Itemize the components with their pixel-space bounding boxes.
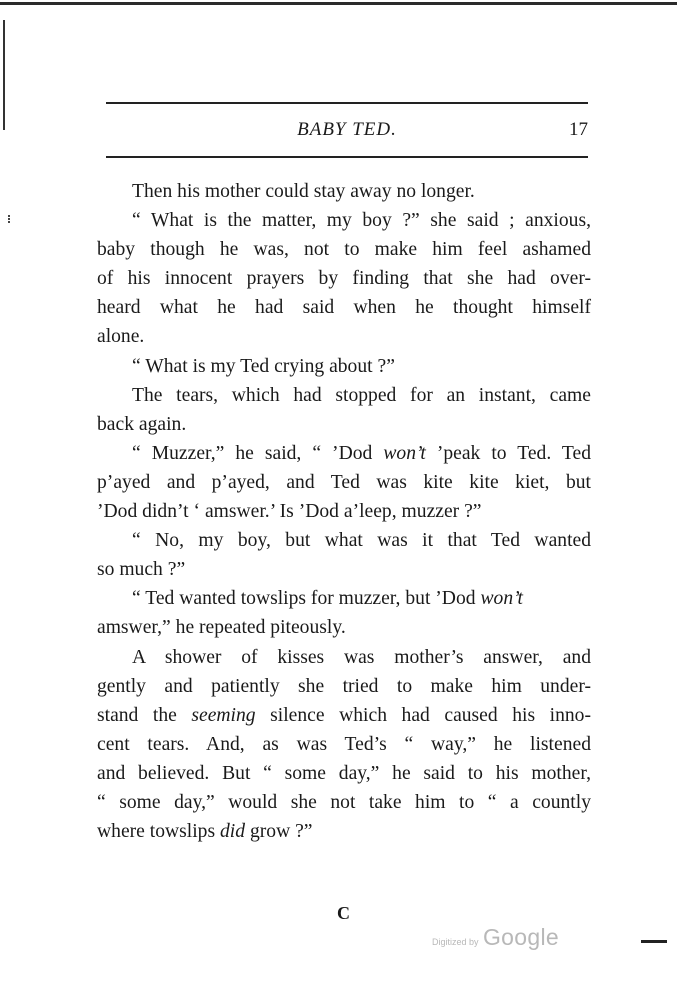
text-line: baby though he was, not to make him feel ashamed <box>97 239 591 261</box>
text-line <box>97 817 591 846</box>
digitized-prefix: Digitized by <box>432 937 479 947</box>
text-run-italic: did <box>220 821 246 843</box>
signature-mark: C <box>337 903 350 923</box>
text-line <box>97 439 591 468</box>
text-line: gently and patiently she tried to make him under- <box>97 675 591 697</box>
text-line: Then his mother could stay away no longer. <box>132 181 475 202</box>
google-logo: Google <box>482 924 559 950</box>
header-rule-bottom <box>106 156 588 158</box>
page-number: 17 <box>569 119 588 140</box>
text-run: where towslips <box>97 821 220 843</box>
text-line: “ What is my Ted crying about ?” <box>132 355 395 377</box>
text-line: heard what he had said when he thought himself <box>97 297 591 319</box>
running-header <box>106 119 588 143</box>
text-run: stand the <box>97 704 192 726</box>
text-line <box>97 701 591 730</box>
text-run: grow ?” <box>245 821 313 843</box>
text-run: silence which had caused his inno- <box>255 704 591 726</box>
text-run-italic: won’t <box>480 588 523 610</box>
scan-speck <box>8 215 16 223</box>
running-title: BABY TED. <box>297 119 397 140</box>
text-line: The tears, which had stopped for an instant, came <box>132 384 591 406</box>
text-line: p’ayed and p’ayed, and Ted was kite kite kiet, but <box>97 471 591 493</box>
text-line: amswer,” he repeated piteously. <box>97 617 346 639</box>
body-text <box>97 177 591 846</box>
text-line: of his innocent prayers by finding that she had over- <box>97 268 591 290</box>
text-run-italic: seeming <box>191 704 256 726</box>
scan-binding-mark <box>3 20 8 130</box>
header-rule-top <box>106 102 588 104</box>
scan-top-edge <box>0 0 677 6</box>
digitized-by-watermark <box>432 924 559 951</box>
text-line: so much ?” <box>97 559 186 581</box>
text-run-italic: won’t <box>383 442 426 464</box>
text-line: back again. <box>97 413 187 435</box>
text-line: alone. <box>97 326 145 348</box>
scan-edge-dash <box>641 940 667 943</box>
text-line: A shower of kisses was mother’s answer, and <box>132 646 591 668</box>
text-line: and believed. But “ some day,” he said to his mother, <box>97 762 591 784</box>
text-line: “ some day,” would she not take him to “ a countly <box>97 791 591 813</box>
text-line <box>97 584 591 613</box>
text-line: cent tears. And, as was Ted’s “ way,” he listened <box>97 733 591 755</box>
text-line: “ No, my boy, but what was it that Ted wanted <box>132 530 591 552</box>
text-line: “ What is the matter, my boy ?” she said ; anxious, <box>132 210 591 232</box>
text-line: ’Dod didn’t ‘ amswer.’ Is ’Dod a’leep, muzzer ?” <box>97 501 482 523</box>
text-run: “ Muzzer,” he said, “ ’Dod <box>132 442 384 464</box>
text-run: “ Ted wanted towslips for muzzer, but ’Dod <box>132 588 481 610</box>
text-run: ’peak to Ted. Ted <box>425 442 591 464</box>
